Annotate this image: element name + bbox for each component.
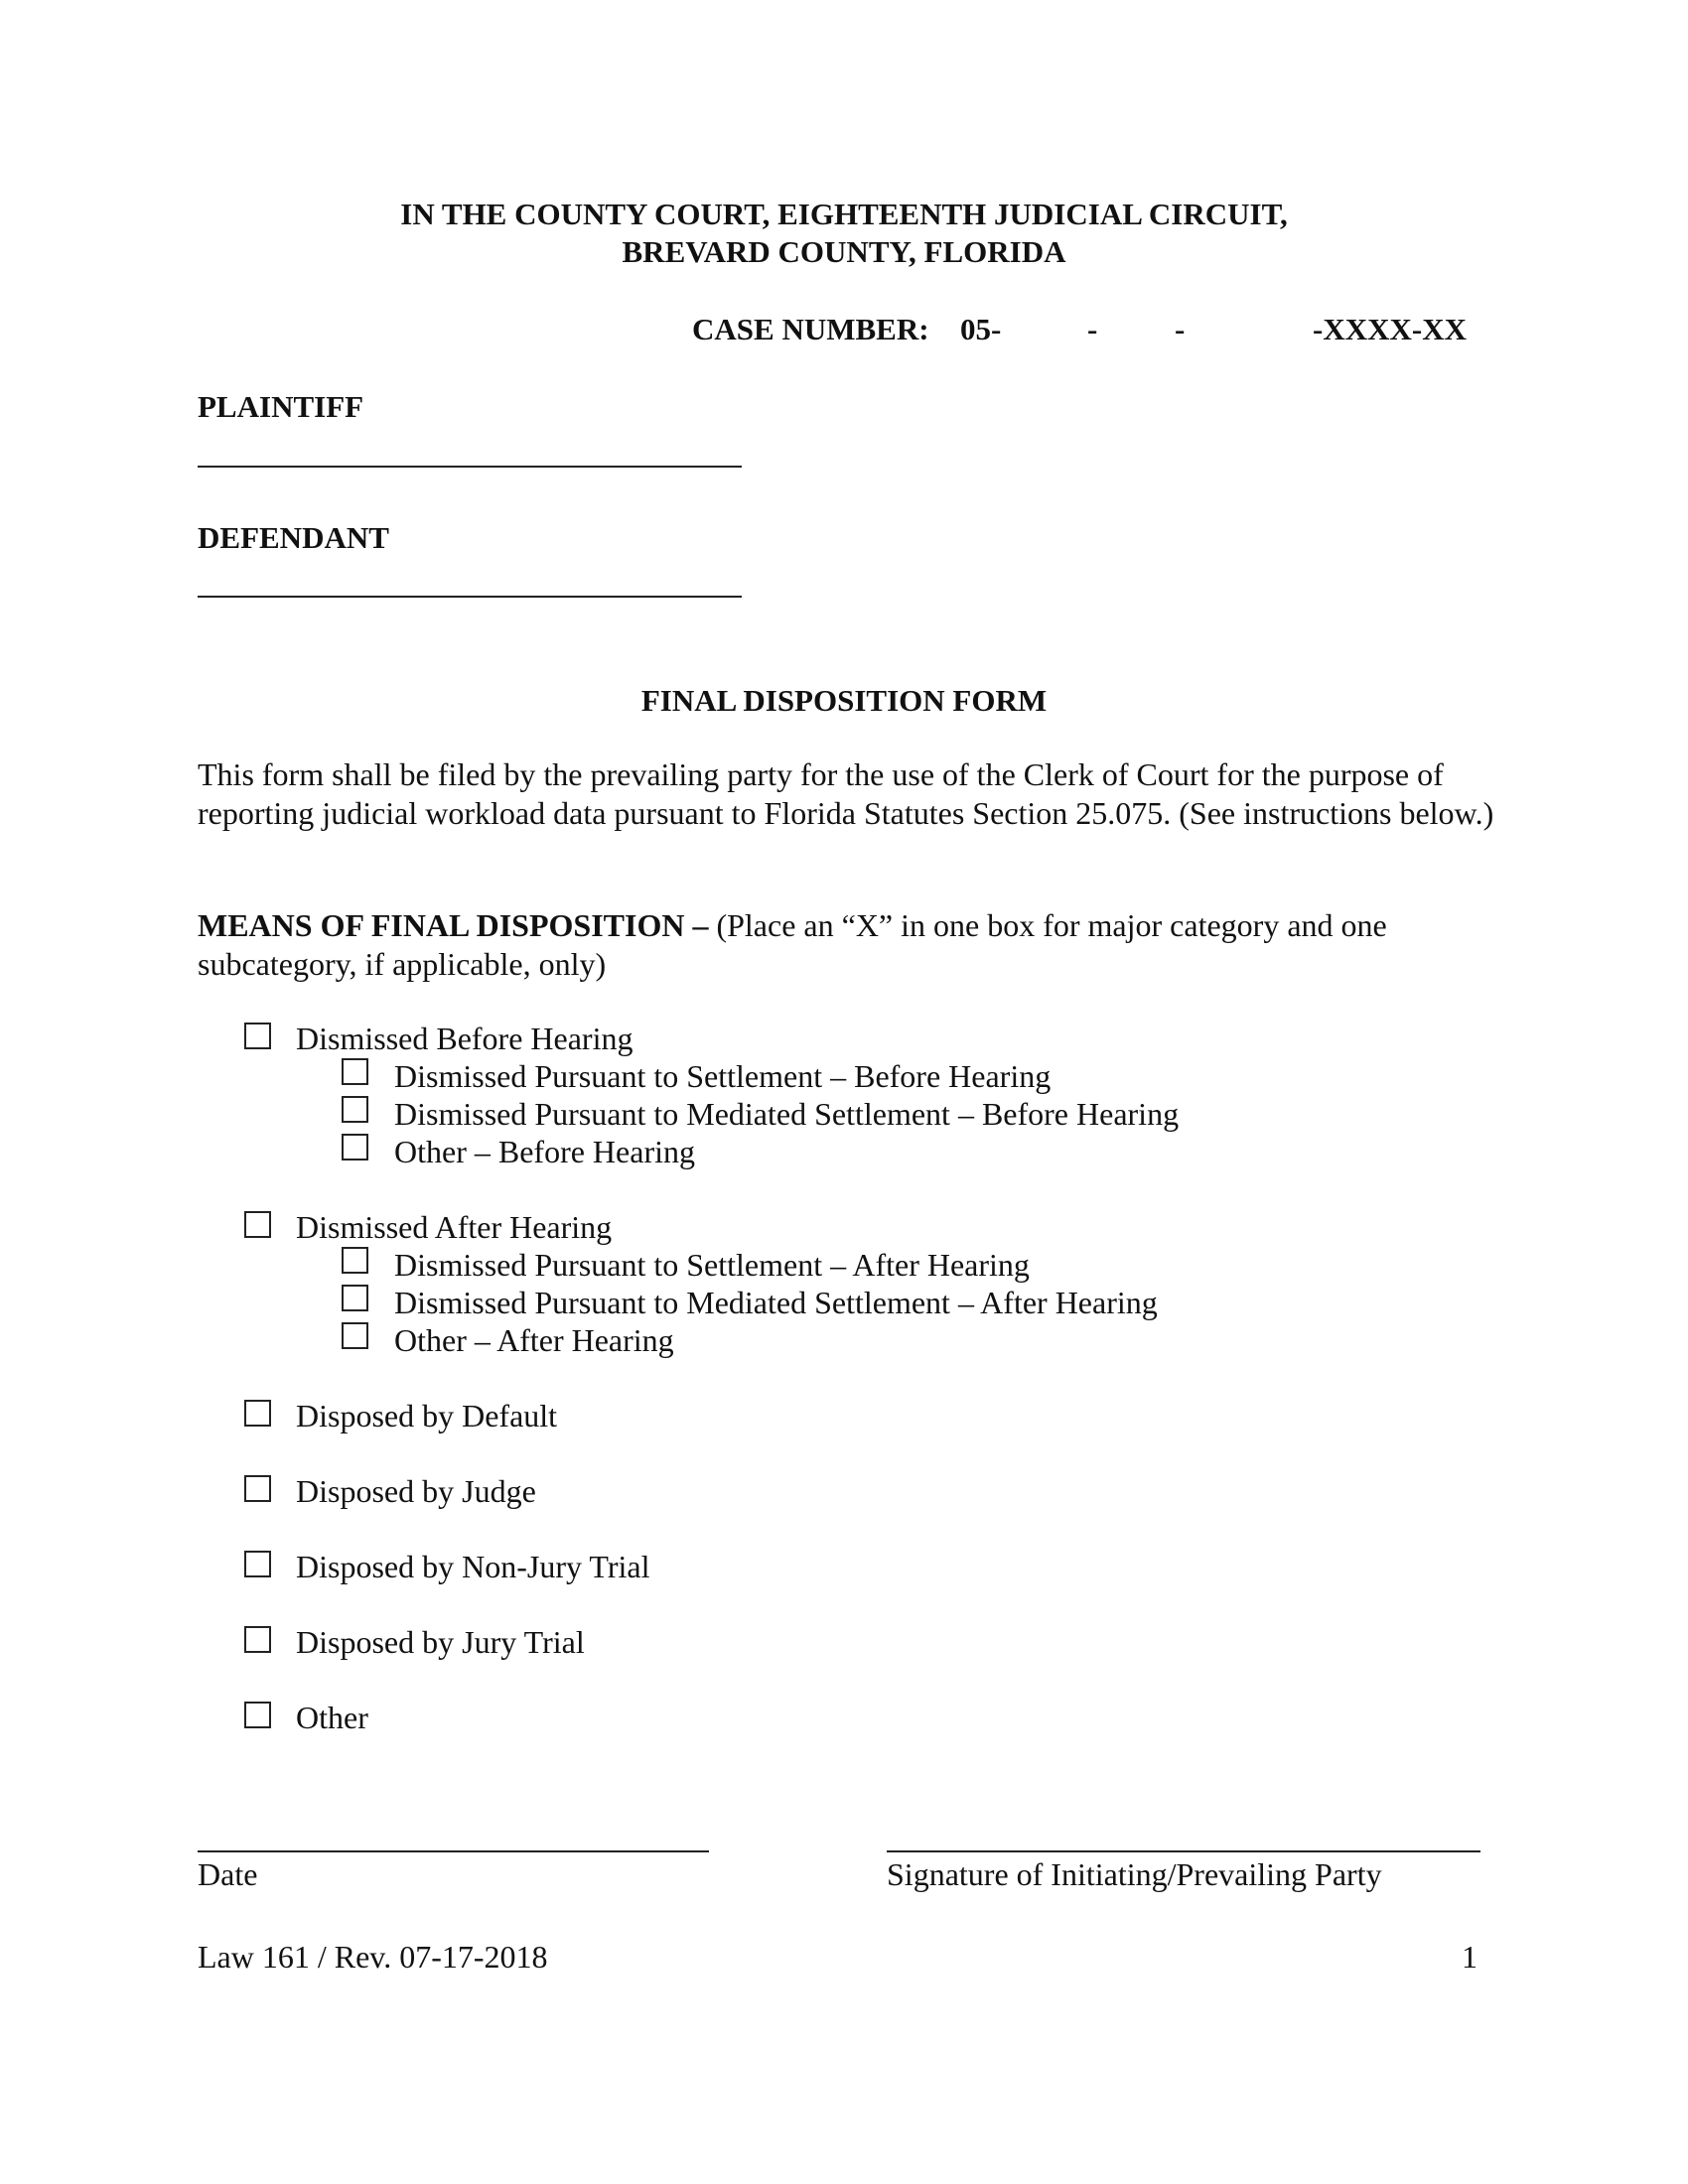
checkbox-dismissed-after-hearing[interactable] xyxy=(244,1211,271,1238)
means-of-disposition-paragraph xyxy=(198,906,1498,984)
case-number-dash-2: - xyxy=(1175,312,1186,346)
checkbox-dismissed-before-hearing[interactable] xyxy=(244,1023,271,1049)
option-dismissed-after-hearing: Dismissed After Hearing xyxy=(296,1209,613,1245)
option-disposed-by-non-jury-trial: Disposed by Non-Jury Trial xyxy=(296,1549,650,1584)
form-id: Law 161 / Rev. 07-17-2018 xyxy=(198,1939,548,1975)
page-number: 1 xyxy=(1462,1939,1477,1975)
case-number-dash-1: - xyxy=(1087,312,1098,346)
checkbox-settlement-after-hearing[interactable] xyxy=(342,1247,368,1274)
means-heading: MEANS OF FINAL DISPOSITION – xyxy=(198,907,709,943)
option-disposed-by-jury-trial: Disposed by Jury Trial xyxy=(296,1624,585,1660)
case-number-prefix: 05- xyxy=(960,312,1002,346)
option-settlement-before-hearing: Dismissed Pursuant to Settlement – Before Hearing xyxy=(394,1058,1052,1094)
signature-line[interactable] xyxy=(887,1850,1480,1852)
option-dismissed-before-hearing: Dismissed Before Hearing xyxy=(296,1021,633,1056)
option-other-before-hearing: Other – Before Hearing xyxy=(394,1134,695,1169)
plaintiff-label: PLAINTIFF xyxy=(198,389,364,424)
case-number-suffix: -XXXX-XX xyxy=(1313,312,1467,346)
option-disposed-by-judge: Disposed by Judge xyxy=(296,1473,536,1509)
option-disposed-by-default: Disposed by Default xyxy=(296,1398,558,1433)
checkbox-disposed-by-jury-trial[interactable] xyxy=(244,1626,271,1653)
case-number-label: CASE NUMBER: xyxy=(692,312,929,346)
checkbox-other-after-hearing[interactable] xyxy=(342,1322,368,1349)
defendant-name-line[interactable] xyxy=(198,596,742,598)
intro-paragraph: This form shall be filed by the prevailing party for the use of the Clerk of Court for the purpose of reporting judicial workload data pursuant to Florida Statutes Section 25.075. (See instructions below.) xyxy=(198,756,1494,831)
court-name-line-2: BREVARD COUNTY, FLORIDA xyxy=(622,234,1066,269)
checkbox-disposed-by-non-jury-trial[interactable] xyxy=(244,1551,271,1577)
date-line[interactable] xyxy=(198,1850,709,1852)
option-mediated-before-hearing: Dismissed Pursuant to Mediated Settlement – Before Hearing xyxy=(394,1096,1180,1132)
defendant-label: DEFENDANT xyxy=(198,520,389,555)
option-mediated-after-hearing: Dismissed Pursuant to Mediated Settlement – After Hearing xyxy=(394,1285,1158,1320)
checkbox-disposed-by-judge[interactable] xyxy=(244,1475,271,1502)
checkbox-mediated-before-hearing[interactable] xyxy=(342,1096,368,1123)
date-label: Date xyxy=(198,1856,258,1892)
checkbox-mediated-after-hearing[interactable] xyxy=(342,1285,368,1311)
checkbox-disposed-by-default[interactable] xyxy=(244,1400,271,1427)
means-instruction: (Place an “X” in one box for major category and one subcategory, if applicable, only) xyxy=(198,907,1387,982)
option-other-after-hearing: Other – After Hearing xyxy=(394,1322,674,1358)
signature-label: Signature of Initiating/Prevailing Party xyxy=(887,1856,1382,1892)
form-title: FINAL DISPOSITION FORM xyxy=(640,683,1048,718)
checkbox-other[interactable] xyxy=(244,1702,271,1728)
court-name-line-1: IN THE COUNTY COURT, EIGHTEENTH JUDICIAL CIRCUIT, xyxy=(400,197,1288,231)
option-other: Other xyxy=(296,1700,368,1735)
option-settlement-after-hearing: Dismissed Pursuant to Settlement – After Hearing xyxy=(394,1247,1030,1283)
checkbox-other-before-hearing[interactable] xyxy=(342,1134,368,1160)
plaintiff-name-line[interactable] xyxy=(198,466,742,468)
checkbox-settlement-before-hearing[interactable] xyxy=(342,1058,368,1085)
